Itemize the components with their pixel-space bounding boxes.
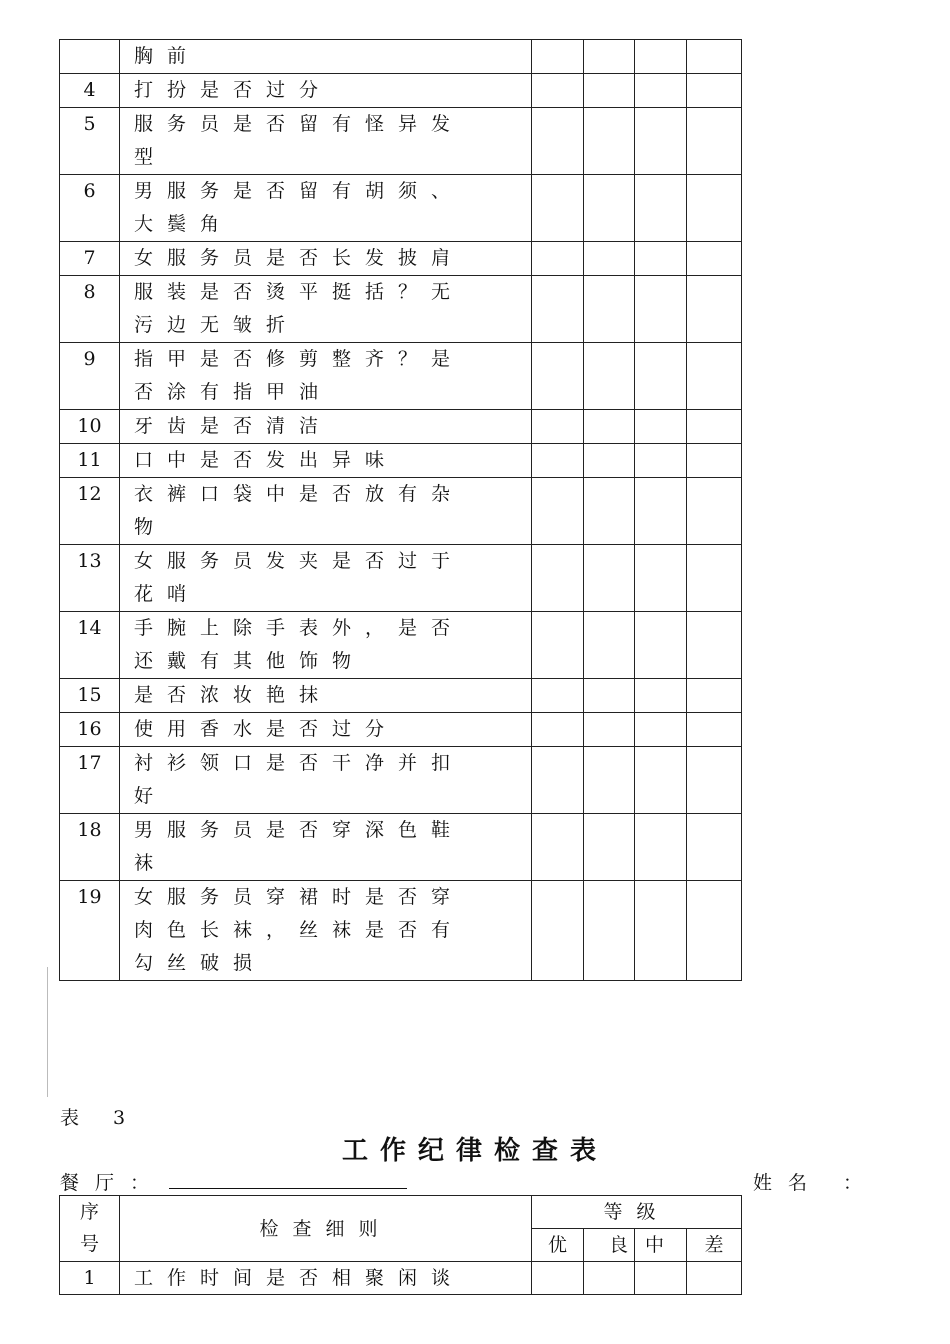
grade-excellent-header: 优 — [532, 1229, 584, 1262]
grade-cell[interactable] — [635, 747, 687, 814]
grade-cell[interactable] — [584, 108, 635, 175]
row-number: 1 — [60, 1262, 120, 1295]
row-description — [120, 679, 532, 713]
table-row — [60, 679, 742, 713]
grade-cell[interactable] — [532, 410, 584, 444]
grade-average-header: 中 — [635, 1229, 687, 1262]
row-number: 18 — [60, 814, 120, 881]
row-description — [120, 814, 532, 881]
appearance-checklist-table — [59, 39, 742, 981]
grade-cell[interactable] — [687, 74, 742, 108]
grade-cell[interactable] — [635, 1262, 687, 1295]
row-description-line: 女服务员发夹是否过于 — [134, 550, 465, 572]
grade-cell[interactable] — [532, 108, 584, 175]
row-number: 15 — [60, 679, 120, 713]
grade-cell[interactable] — [687, 108, 742, 175]
row-description — [120, 713, 532, 747]
row-description — [120, 612, 532, 679]
row-number: 16 — [60, 713, 120, 747]
row-description-line: 使用香水是否过分 — [134, 718, 399, 740]
row-description-line: 打扮是否过分 — [134, 79, 333, 101]
grade-cell[interactable] — [635, 444, 687, 478]
row-description-line: 女服务员穿裙时是否穿 — [134, 886, 465, 908]
row-description — [120, 242, 532, 276]
grade-cell[interactable] — [584, 40, 635, 74]
restaurant-label: 餐厅： — [60, 1172, 166, 1194]
grade-cell[interactable] — [584, 478, 635, 545]
grade-cell[interactable] — [532, 1262, 584, 1295]
row-description-line: 衬衫领口是否干净并扣 — [134, 752, 465, 774]
row-description-line: 型 — [134, 146, 168, 168]
row-number: 17 — [60, 747, 120, 814]
row-description-line: 勾丝破损 — [134, 952, 267, 974]
grade-cell[interactable] — [635, 679, 687, 713]
restaurant-fill-line — [169, 1188, 407, 1189]
row-description-line: 肉色长袜，丝袜是否有 — [134, 919, 465, 941]
grade-cell[interactable] — [532, 343, 584, 410]
grade-cell[interactable] — [584, 1262, 635, 1295]
row-description — [120, 478, 532, 545]
grade-cell[interactable] — [687, 242, 742, 276]
grade-cell[interactable] — [532, 478, 584, 545]
grade-cell[interactable] — [687, 40, 742, 74]
grade-cell[interactable] — [532, 679, 584, 713]
table-number-label: 表 3 — [60, 1107, 140, 1129]
row-description-line: 男服务是否留有胡须、 — [134, 180, 465, 202]
grade-cell[interactable] — [687, 276, 742, 343]
row-description-line: 物 — [134, 516, 168, 538]
row-description-line: 女服务员是否长发披肩 — [134, 247, 465, 269]
grade-cell[interactable] — [532, 747, 584, 814]
table-row — [60, 276, 742, 343]
grade-cell[interactable] — [635, 40, 687, 74]
table-row — [60, 108, 742, 175]
row-description-line: 服装是否烫平挺括？无 — [134, 281, 465, 303]
row-number: 11 — [60, 444, 120, 478]
grade-cell[interactable] — [687, 881, 742, 981]
row-number: 10 — [60, 410, 120, 444]
grade-cell[interactable] — [584, 612, 635, 679]
grade-cell[interactable] — [635, 814, 687, 881]
row-description-line: 服务员是否留有怪异发 — [134, 113, 465, 135]
grade-cell[interactable] — [532, 814, 584, 881]
row-number: 9 — [60, 343, 120, 410]
grade-cell[interactable] — [584, 410, 635, 444]
work-discipline-table — [59, 1195, 742, 1295]
grade-cell[interactable] — [584, 74, 635, 108]
grade-cell[interactable] — [687, 612, 742, 679]
grade-cell[interactable] — [584, 276, 635, 343]
row-number: 7 — [60, 242, 120, 276]
grade-cell[interactable] — [635, 343, 687, 410]
grade-cell[interactable] — [687, 478, 742, 545]
table-row — [60, 814, 742, 881]
row-description-line: 胸前 — [134, 45, 201, 67]
grade-cell[interactable] — [635, 612, 687, 679]
grade-cell[interactable] — [635, 410, 687, 444]
grade-header: 等级 — [532, 1196, 742, 1229]
grade-cell[interactable] — [635, 175, 687, 242]
row-description — [120, 175, 532, 242]
grade-cell[interactable] — [635, 108, 687, 175]
table-row — [60, 478, 742, 545]
grade-cell[interactable] — [532, 74, 584, 108]
row-number: 13 — [60, 545, 120, 612]
grade-cell[interactable] — [532, 713, 584, 747]
grade-cell[interactable] — [687, 713, 742, 747]
row-number: 4 — [60, 74, 120, 108]
row-number: 5 — [60, 108, 120, 175]
grade-cell[interactable] — [584, 881, 635, 981]
row-description-line: 手腕上除手表外，是否 — [134, 617, 465, 639]
table-row — [60, 545, 742, 612]
grade-cell[interactable] — [584, 679, 635, 713]
grade-cell[interactable] — [635, 545, 687, 612]
grade-cell[interactable] — [532, 881, 584, 981]
table-row — [60, 343, 742, 410]
row-number: 19 — [60, 881, 120, 981]
row-description — [120, 343, 532, 410]
grade-cell[interactable] — [635, 881, 687, 981]
row-description — [120, 444, 532, 478]
grade-cell[interactable] — [532, 40, 584, 74]
grade-cell[interactable] — [687, 410, 742, 444]
row-description — [120, 881, 532, 981]
grade-cell[interactable] — [687, 343, 742, 410]
row-description — [120, 276, 532, 343]
row-description — [120, 74, 532, 108]
table-row — [60, 74, 742, 108]
table-row — [60, 410, 742, 444]
grade-cell[interactable] — [584, 444, 635, 478]
grade-cell[interactable] — [635, 713, 687, 747]
row-description-line: 花哨 — [134, 583, 201, 605]
row-description-line: 指甲是否修剪整齐？是 — [134, 348, 465, 370]
grade-cell[interactable] — [687, 679, 742, 713]
row-number — [60, 40, 120, 74]
grade-cell[interactable] — [584, 814, 635, 881]
table-row — [60, 242, 742, 276]
row-description — [120, 410, 532, 444]
name-colon: ： — [843, 1172, 863, 1194]
row-description — [120, 40, 532, 74]
grade-cell[interactable] — [532, 242, 584, 276]
grade-cell[interactable] — [687, 814, 742, 881]
row-number: 6 — [60, 175, 120, 242]
row-description: 工作时间是否相聚闲谈 — [120, 1262, 532, 1295]
row-description-line: 是否浓妆艳抹 — [134, 684, 333, 706]
row-description — [120, 108, 532, 175]
row-description-line: 还戴有其他饰物 — [134, 650, 366, 672]
row-description — [120, 747, 532, 814]
grade-cell[interactable] — [532, 545, 584, 612]
row-description-line: 污边无皱折 — [134, 314, 300, 336]
grade-cell[interactable] — [532, 444, 584, 478]
grade-poor-header: 差 — [687, 1229, 742, 1262]
table-row — [60, 881, 742, 981]
grade-cell[interactable] — [635, 478, 687, 545]
table-row — [60, 713, 742, 747]
row-description-line: 衣裤口袋中是否放有杂 — [134, 483, 465, 505]
seq-header: 序 号 — [60, 1196, 120, 1262]
row-description-line: 男服务员是否穿深色鞋 — [134, 819, 465, 841]
row-description — [120, 545, 532, 612]
grade-cell[interactable] — [584, 242, 635, 276]
grade-cell[interactable] — [687, 175, 742, 242]
row-description-line: 好 — [134, 785, 168, 807]
row-description-line: 口中是否发出异味 — [134, 449, 399, 471]
row-description-line: 牙齿是否清洁 — [134, 415, 333, 437]
grade-good-header: 良 — [584, 1229, 635, 1262]
table-row — [60, 747, 742, 814]
table-row — [60, 444, 742, 478]
grade-cell[interactable] — [584, 545, 635, 612]
row-description-line: 袜 — [134, 852, 168, 874]
grade-cell[interactable] — [532, 612, 584, 679]
table-row — [60, 612, 742, 679]
name-label: 姓名 — [753, 1172, 824, 1194]
grade-cell[interactable] — [584, 713, 635, 747]
grade-cell[interactable] — [532, 276, 584, 343]
row-description-line: 大鬓角 — [134, 213, 234, 235]
margin-line — [47, 967, 48, 1097]
grade-cell[interactable] — [687, 1262, 742, 1295]
grade-cell[interactable] — [635, 74, 687, 108]
table-row — [60, 175, 742, 242]
grade-cell[interactable] — [687, 545, 742, 612]
grade-cell[interactable] — [635, 242, 687, 276]
grade-cell[interactable] — [584, 343, 635, 410]
grade-cell[interactable] — [532, 175, 584, 242]
row-number: 8 — [60, 276, 120, 343]
grade-cell[interactable] — [584, 747, 635, 814]
table-row — [60, 40, 742, 74]
table-row — [60, 1262, 742, 1295]
grade-cell[interactable] — [687, 747, 742, 814]
row-description-line: 否涂有指甲油 — [134, 381, 333, 403]
row-number: 12 — [60, 478, 120, 545]
detail-header: 检查细则 — [120, 1196, 532, 1262]
page-title: 工作纪律检查表 — [341, 1136, 608, 1166]
row-number: 14 — [60, 612, 120, 679]
grade-cell[interactable] — [687, 444, 742, 478]
grade-cell[interactable] — [584, 175, 635, 242]
grade-cell[interactable] — [635, 276, 687, 343]
